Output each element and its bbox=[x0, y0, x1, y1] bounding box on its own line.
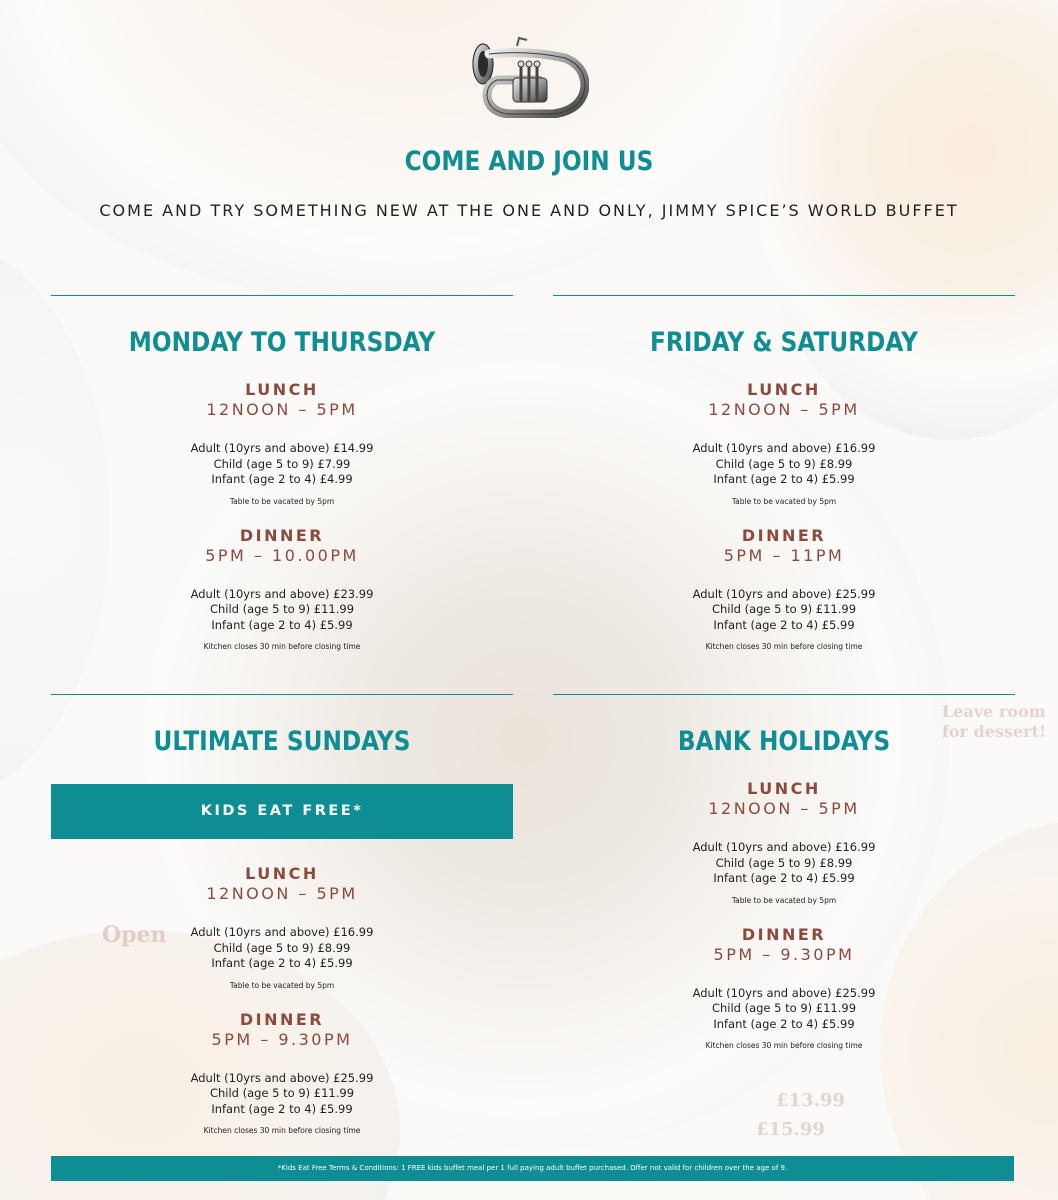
price-child: Child (age 5 to 9) £11.99 bbox=[711, 1001, 857, 1015]
price-infant: Infant (age 2 to 4) £5.99 bbox=[713, 472, 855, 486]
meal-name: DINNER bbox=[239, 525, 325, 545]
page-title: COME AND JOIN US bbox=[404, 146, 654, 177]
dinner-section bbox=[553, 925, 1015, 964]
price-adult: Adult (10yrs and above) £25.99 bbox=[190, 1070, 374, 1085]
price-infant: Infant (age 2 to 4) £5.99 bbox=[713, 1016, 855, 1031]
price-adult: Adult (10yrs and above) £25.99 bbox=[692, 586, 876, 601]
price-adult: Adult (10yrs and above) £16.99 bbox=[692, 441, 876, 455]
meal-time: 12NOON – 5PM bbox=[206, 884, 358, 903]
price-infant: Infant (age 2 to 4) £5.99 bbox=[713, 871, 855, 885]
divider bbox=[51, 694, 513, 695]
meal-note: Kitchen closes 30 min before closing time bbox=[705, 1041, 863, 1050]
price-list bbox=[51, 587, 513, 634]
lunch-section bbox=[553, 380, 1015, 419]
price-child: Child (age 5 to 9) £8.99 bbox=[715, 855, 853, 870]
divider bbox=[51, 295, 513, 296]
meal-note: Kitchen closes 30 min before closing time bbox=[203, 642, 361, 651]
price-infant: Infant (age 2 to 4) £5.99 bbox=[211, 956, 353, 970]
panel-bank-holidays bbox=[553, 694, 1015, 1050]
dinner-section bbox=[51, 1010, 513, 1049]
meal-name: LUNCH bbox=[245, 864, 319, 883]
price-child: Child (age 5 to 9) £7.99 bbox=[213, 456, 351, 471]
divider bbox=[553, 295, 1015, 296]
price-list bbox=[553, 986, 1015, 1033]
panel-friday-saturday bbox=[553, 295, 1015, 651]
dinner-section bbox=[553, 526, 1015, 565]
meal-name: DINNER bbox=[741, 525, 827, 545]
price-child: Child (age 5 to 9) £11.99 bbox=[209, 1086, 355, 1100]
price-child: Child (age 5 to 9) £11.99 bbox=[209, 602, 355, 616]
price-child: Child (age 5 to 9) £11.99 bbox=[711, 602, 857, 616]
background-text: Leave room for dessert! bbox=[942, 702, 1046, 741]
meal-time: 12NOON – 5PM bbox=[708, 799, 860, 818]
meal-time: 12NOON – 5PM bbox=[708, 400, 860, 419]
price-infant: Infant (age 2 to 4) £5.99 bbox=[713, 617, 855, 632]
divider bbox=[553, 694, 1015, 695]
meal-note: Kitchen closes 30 min before closing time bbox=[705, 642, 863, 651]
price-list bbox=[553, 587, 1015, 634]
panel-monday-thursday bbox=[51, 295, 513, 651]
panel-ultimate-sundays bbox=[51, 694, 513, 1135]
price-adult: Adult (10yrs and above) £14.99 bbox=[190, 441, 374, 455]
background-text: £15.99 bbox=[756, 1119, 825, 1140]
price-child: Child (age 5 to 9) £8.99 bbox=[213, 940, 351, 955]
background-text: Open bbox=[102, 922, 167, 948]
price-infant: Infant (age 2 to 4) £5.99 bbox=[211, 617, 353, 632]
lunch-section bbox=[51, 864, 513, 903]
lunch-section bbox=[51, 380, 513, 419]
meal-time: 12NOON – 5PM bbox=[206, 400, 358, 419]
meal-note: Table to be vacated by 5pm bbox=[229, 980, 335, 990]
price-list bbox=[553, 441, 1015, 488]
price-infant: Infant (age 2 to 4) £5.99 bbox=[211, 1101, 353, 1116]
meal-note: Table to be vacated by 5pm bbox=[229, 496, 335, 506]
meal-name: DINNER bbox=[239, 1009, 325, 1029]
lunch-section bbox=[553, 779, 1015, 818]
price-list bbox=[51, 1071, 513, 1118]
price-infant: Infant (age 2 to 4) £4.99 bbox=[211, 472, 353, 486]
price-adult: Adult (10yrs and above) £25.99 bbox=[692, 985, 876, 1000]
price-list bbox=[553, 840, 1015, 887]
price-adult: Adult (10yrs and above) £16.99 bbox=[190, 925, 374, 939]
tuba-icon bbox=[469, 36, 589, 118]
meal-note: Kitchen closes 30 min before closing time bbox=[203, 1126, 361, 1135]
kids-eat-free-banner: KIDS EAT FREE* bbox=[51, 784, 513, 839]
price-child: Child (age 5 to 9) £8.99 bbox=[715, 456, 853, 471]
price-list bbox=[51, 925, 513, 972]
meal-time: 5PM – 11PM bbox=[723, 545, 845, 565]
price-adult: Adult (10yrs and above) £16.99 bbox=[692, 840, 876, 854]
meal-time: 5PM – 9.30PM bbox=[713, 944, 855, 964]
price-adult: Adult (10yrs and above) £23.99 bbox=[190, 586, 374, 601]
panel-title: ULTIMATE SUNDAYS bbox=[153, 726, 411, 757]
page-subtitle: COME AND TRY SOMETHING NEW AT THE ONE AND ONLY, JIMMY SPICE’S WORLD BUFFET bbox=[99, 201, 959, 220]
page-header bbox=[0, 36, 1058, 220]
meal-name: LUNCH bbox=[245, 380, 319, 399]
meal-time: 5PM – 10.00PM bbox=[205, 545, 359, 565]
background-text: £13.99 bbox=[776, 1090, 845, 1111]
price-list bbox=[51, 441, 513, 488]
meal-name: LUNCH bbox=[747, 779, 821, 798]
meal-note: Table to be vacated by 5pm bbox=[731, 895, 837, 905]
meal-note: Table to be vacated by 5pm bbox=[731, 496, 837, 506]
panel-title: BANK HOLIDAYS bbox=[677, 726, 891, 757]
panel-title: FRIDAY & SATURDAY bbox=[650, 327, 918, 358]
meal-name: DINNER bbox=[741, 924, 827, 944]
kids-eat-free-terms: *Kids Eat Free Terms & Conditions: 1 FREE kids buffet meal per 1 full paying adult buffet purchased. Offer not valid for children over the age of 9. bbox=[51, 1156, 1014, 1181]
dinner-section bbox=[51, 526, 513, 565]
meal-time: 5PM – 9.30PM bbox=[211, 1029, 353, 1049]
meal-name: LUNCH bbox=[747, 380, 821, 399]
panel-title: MONDAY TO THURSDAY bbox=[128, 327, 436, 358]
